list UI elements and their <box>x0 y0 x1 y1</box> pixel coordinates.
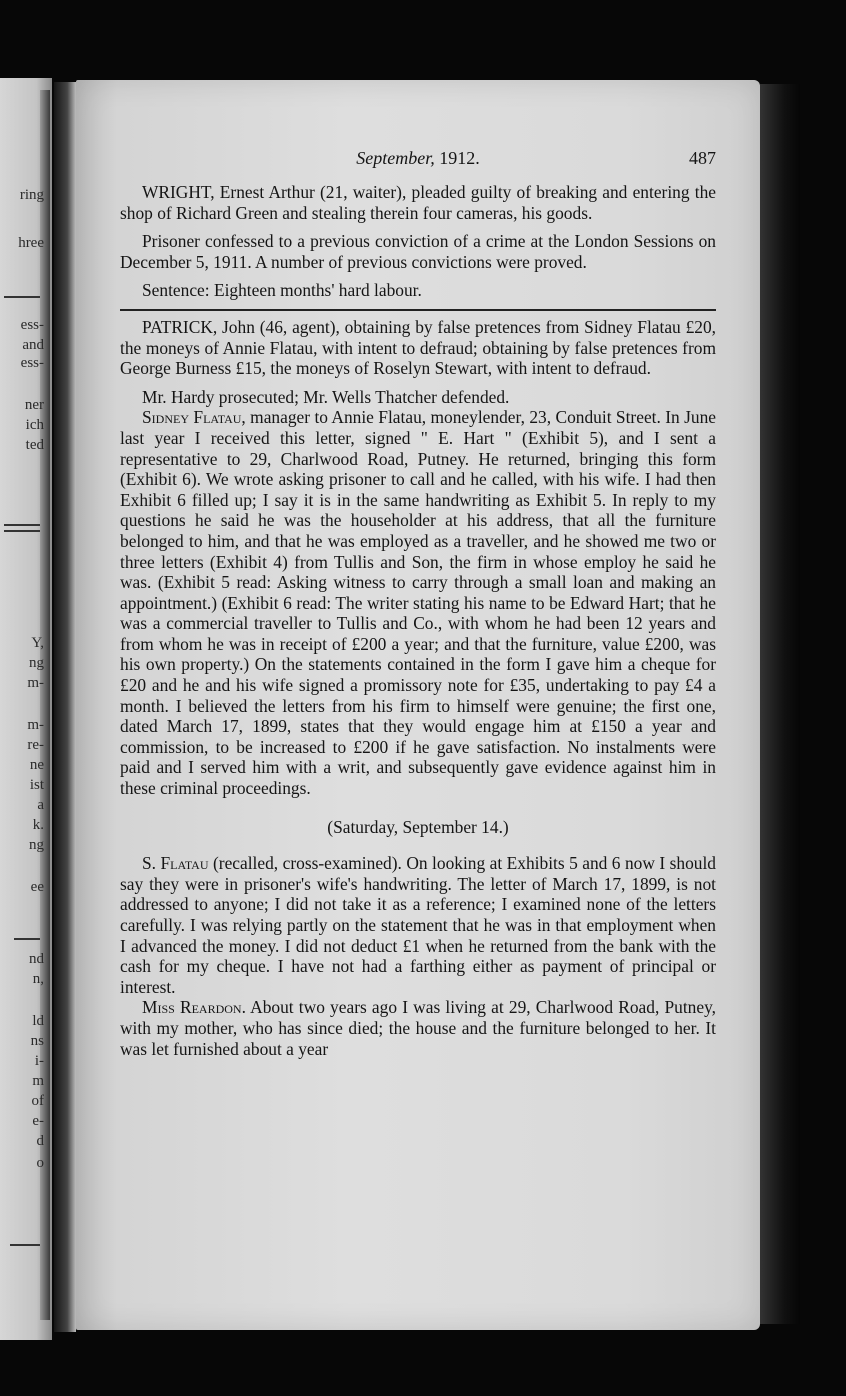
margin-fragment: Y, <box>31 636 44 651</box>
testimony-paragraph <box>120 997 716 1059</box>
case-paragraph: PATRICK, John (46, agent), obtaining by false pretences from Sidney Flatau £20, the moneys of Annie Flatau, with intent to defraud; obtaining by false pretences from George Burness £15, the moneys of Roselyn Stewart, with intent to defraud. <box>120 316 716 379</box>
margin-fragment: of <box>31 1094 44 1109</box>
margin-fragment: a <box>37 798 44 813</box>
testimony-text: manager to Annie Flatau, moneylender, 23, Conduit Street. In June last year I received this letter, signed " E. Hart " (Exhibit 5), and I sent a representative to 29, Charlwood Road, Putney. He returned, bringing this form (Exhibit 6). We wrote asking prisoner to call and he called, with his wife. I had then Exhibit 6 filled up; I say it is in the same handwriting as Exhibit 5. In reply to my questions he said he was the householder at his address, that all the furniture belonged to him, and that he was employed as a traveller, and he showed me two or three letters (Exhibit 4) from Tullis and Son, the firm in whose employ he said he was. (Exhibit 5 read: Asking witness to carry through a small loan and making an appointment.) (Exhibit 6 read: The writer stating his name to be Edward Hart; that he was a commercial traveller to Tullis and Co., with whom he had been 12 years and from whom he was in receipt of £200 a year; and that the furniture, value £200, was his own property.) On the statements contained in the form I gave him a cheque for £20 and he and his wife signed a promissory note for £35, undertaking to pay £4 a month. I believed the letters from his firm to himself were genuine; the first one, dated March 17, 1899, states that they would engage him at £150 a year and commission, to be increased to £200 if he gave satisfaction. No instalments were paid and I served him with a writ, and subsequently gave evidence against him in these criminal proceedings. <box>120 407 716 799</box>
running-title <box>120 148 716 169</box>
testimony-paragraph <box>120 407 716 798</box>
header-month: September, <box>356 148 435 168</box>
margin-rule <box>4 524 40 526</box>
margin-fragment: ng <box>29 656 44 671</box>
margin-fragment: ns <box>30 1034 44 1049</box>
margin-fragment: and <box>22 338 44 353</box>
page-body <box>120 148 716 1059</box>
margin-fragment: k. <box>32 818 44 833</box>
header-year: 1912. <box>439 148 480 168</box>
running-header <box>120 148 716 172</box>
margin-fragment: ee <box>30 880 44 895</box>
margin-fragment: ted <box>25 438 44 453</box>
margin-fragment: ich <box>25 418 44 433</box>
case-patrick <box>120 317 716 1059</box>
witness-name: S. Flatau <box>142 853 209 874</box>
margin-fragment: ess- <box>20 318 44 333</box>
margin-fragment: ring <box>19 188 44 203</box>
margin-fragment: ng <box>29 838 44 853</box>
testimony-paragraph <box>120 853 716 997</box>
page-number: 487 <box>689 148 716 168</box>
margin-fragment: ist <box>29 778 44 793</box>
margin-fragment: n, <box>32 972 44 987</box>
margin-rule <box>4 530 40 532</box>
margin-fragment: d <box>36 1134 44 1149</box>
margin-fragment: hree <box>18 236 44 251</box>
margin-fragment: ess- <box>20 356 44 371</box>
case-paragraph: WRIGHT, Ernest Arthur (21, waiter), pleaded guilty of breaking and entering the shop of Richard Green and stealing therein four cameras, his goods. <box>120 182 716 223</box>
case-paragraph: Prisoner confessed to a previous conviction of a crime at the London Sessions on December 5, 1911. A number of previous convictions were proved. <box>120 231 716 272</box>
margin-fragment: re- <box>27 738 44 753</box>
margin-rule <box>10 1244 40 1246</box>
testimony-text: About two years ago I was living at 29, Charlwood Road, Putney, with my mother, who has since died; the house and the furniture belonged to her. It was let furnished about a year <box>120 997 716 1059</box>
margin-fragment: ne <box>29 758 44 773</box>
margin-fragment: i- <box>34 1054 44 1069</box>
document-page <box>76 80 760 1330</box>
margin-fragment: m- <box>27 718 44 733</box>
margin-fragment: ld <box>32 1014 44 1029</box>
book-edge-shadow <box>760 84 800 1324</box>
margin-fragment: ner <box>24 398 44 413</box>
witness-name: Sidney Flatau, <box>142 407 246 428</box>
book-gutter <box>54 82 76 1332</box>
margin-rule <box>4 296 40 298</box>
testimony-text: (recalled, cross-examined). On looking at Exhibits 5 and 6 now I should say they were in prisoner's wife's handwriting. The letter of March 17, 1899, is not addressed to anyone; I did not take it as a reference; I examined none of the letters carefully. I was relying partly on the statement that he was in that employment when I advanced the money. I did not deduct £1 when he returned from the bank with the cash for my cheque. I have not had a farthing either as payment of principal or interest. <box>120 853 717 997</box>
margin-fragment: m <box>32 1074 44 1089</box>
sentence-paragraph: Sentence: Eighteen months' hard labour. <box>142 280 422 301</box>
counsel-paragraph: Mr. Hardy prosecuted; Mr. Wells Thatcher defended. <box>142 386 510 407</box>
case-wright <box>120 182 716 301</box>
margin-fragment: m- <box>27 676 44 691</box>
margin-fragment: e- <box>32 1114 44 1129</box>
date-heading: (Saturday, September 14.) <box>327 816 509 837</box>
margin-rule <box>14 938 40 940</box>
witness-name: Miss Reardon. <box>142 997 246 1018</box>
margin-fragment: o <box>36 1156 44 1171</box>
case-divider <box>120 309 716 311</box>
margin-fragment: nd <box>29 952 44 967</box>
